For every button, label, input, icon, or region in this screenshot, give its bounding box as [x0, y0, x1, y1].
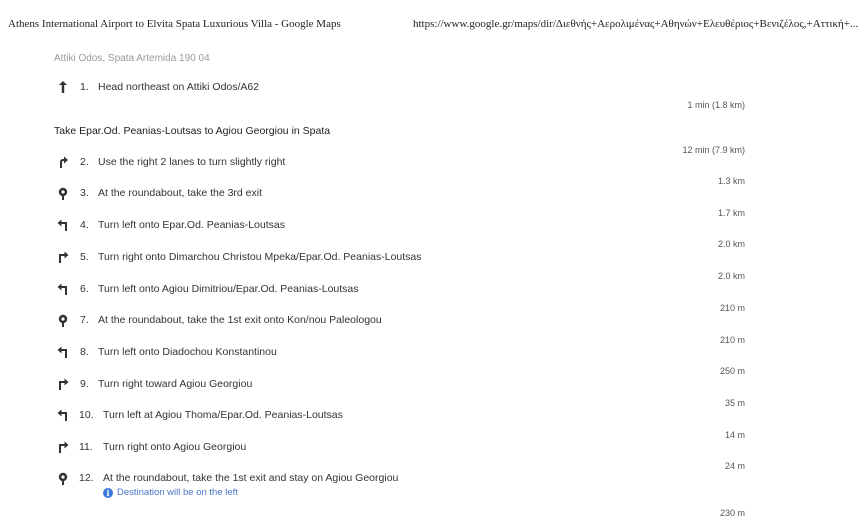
step-number: 7.: [80, 314, 89, 326]
step-distance-7: 210 m: [719, 335, 745, 345]
turn-right-icon: [56, 377, 70, 391]
step-distance-5: 2.0 km: [717, 271, 745, 281]
origin-address: Attiki Odos, Spata Artemida 190 04: [54, 53, 210, 64]
step-distance-11: 24 m: [724, 461, 745, 471]
turn-left-icon: [56, 282, 70, 296]
direction-step-2: [0, 155, 800, 171]
step-number: 2.: [80, 156, 89, 168]
step-number: 6.: [80, 283, 89, 295]
roundabout-icon: [56, 313, 70, 327]
turn-right-icon: [56, 440, 70, 454]
step-number: 8.: [80, 346, 89, 358]
step-number: 3.: [80, 187, 89, 199]
step-distance-12: 230 m: [719, 508, 745, 518]
step-number: 11.: [79, 441, 93, 453]
step-distance-8: 250 m: [719, 366, 745, 376]
direction-step-3: [0, 186, 800, 202]
step-distance-6: 210 m: [719, 303, 745, 313]
turn-right-icon: [56, 250, 70, 264]
step-number: 1.: [80, 81, 89, 93]
step-instruction: Turn left onto Agiou Dimitriou/Epar.Od. Peanias-Loutsas: [98, 283, 359, 295]
step-distance-1: 1 min (1.8 km): [687, 100, 745, 110]
step-instruction: Head northeast on Attiki Odos/A62: [98, 81, 260, 93]
step-number: 4.: [80, 219, 89, 231]
step-instruction: Use the right 2 lanes to turn slightly right: [98, 156, 286, 168]
step-instruction: Turn left onto Epar.Od. Peanias-Loutsas: [98, 219, 285, 231]
step-number: 10.: [79, 409, 94, 421]
straight-arrow-icon: [56, 80, 70, 94]
step-instruction: Turn right onto Dimarchou Christou Mpeka/Epar.Od. Peanias-Loutsas: [98, 251, 422, 263]
step-distance-10: 14 m: [724, 430, 745, 440]
direction-step-8: [0, 345, 800, 361]
step-distance-2: 1.3 km: [717, 176, 745, 186]
direction-step-6: [0, 282, 800, 298]
step-instruction: At the roundabout, take the 1st exit and stay on Agiou Georgiou: [103, 472, 399, 484]
step-number: 12.: [79, 472, 94, 484]
roundabout-icon: [56, 186, 70, 200]
turn-left-icon: [56, 408, 70, 422]
step-instruction: Turn right toward Agiou Georgiou: [98, 378, 253, 390]
direction-step-7: [0, 313, 800, 329]
direction-step-4: [0, 218, 800, 234]
page-header-title: Athens International Airport to Elvita Spata Luxurious Villa - Google Maps: [8, 18, 341, 30]
step-number: 5.: [80, 251, 89, 263]
step-distance-3: 1.7 km: [717, 208, 745, 218]
direction-step-10: [0, 408, 800, 424]
destination-note: [103, 487, 238, 498]
step-instruction: At the roundabout, take the 3rd exit: [98, 187, 263, 199]
step-number: 9.: [80, 378, 89, 390]
route-section-summary: 12 min (7.9 km): [682, 145, 745, 155]
direction-step-9: [0, 377, 800, 393]
direction-step-12: [0, 471, 800, 487]
direction-step-5: [0, 250, 800, 266]
step-instruction: Turn left onto Diadochou Konstantinou: [98, 346, 277, 358]
step-instruction: Turn right onto Agiou Georgiou: [103, 441, 247, 453]
turn-left-icon: [56, 218, 70, 232]
slight-right-icon: [56, 155, 70, 169]
route-section-title: Take Epar.Od. Peanias-Loutsas to Agiou Georgiou in Spata: [54, 125, 331, 137]
info-icon: i: [103, 488, 113, 498]
direction-step-1: [0, 80, 800, 96]
step-instruction: At the roundabout, take the 1st exit onto Kon/nou Paleologou: [98, 314, 382, 326]
roundabout-icon: [56, 471, 70, 485]
step-instruction: Turn left at Agiou Thoma/Epar.Od. Peanias-Loutsas: [103, 409, 343, 421]
step-distance-4: 2.0 km: [717, 239, 745, 249]
destination-note-text: Destination will be on the left: [117, 487, 238, 498]
page-header-url: https://www.google.gr/maps/dir/Διεθνής+Αερολιμένας+Αθηνών+Ελευθέριος+Βενιζέλος,+Αττική+...: [413, 18, 858, 30]
direction-step-11: [0, 440, 800, 456]
step-distance-9: 35 m: [724, 398, 745, 408]
turn-left-icon: [56, 345, 70, 359]
